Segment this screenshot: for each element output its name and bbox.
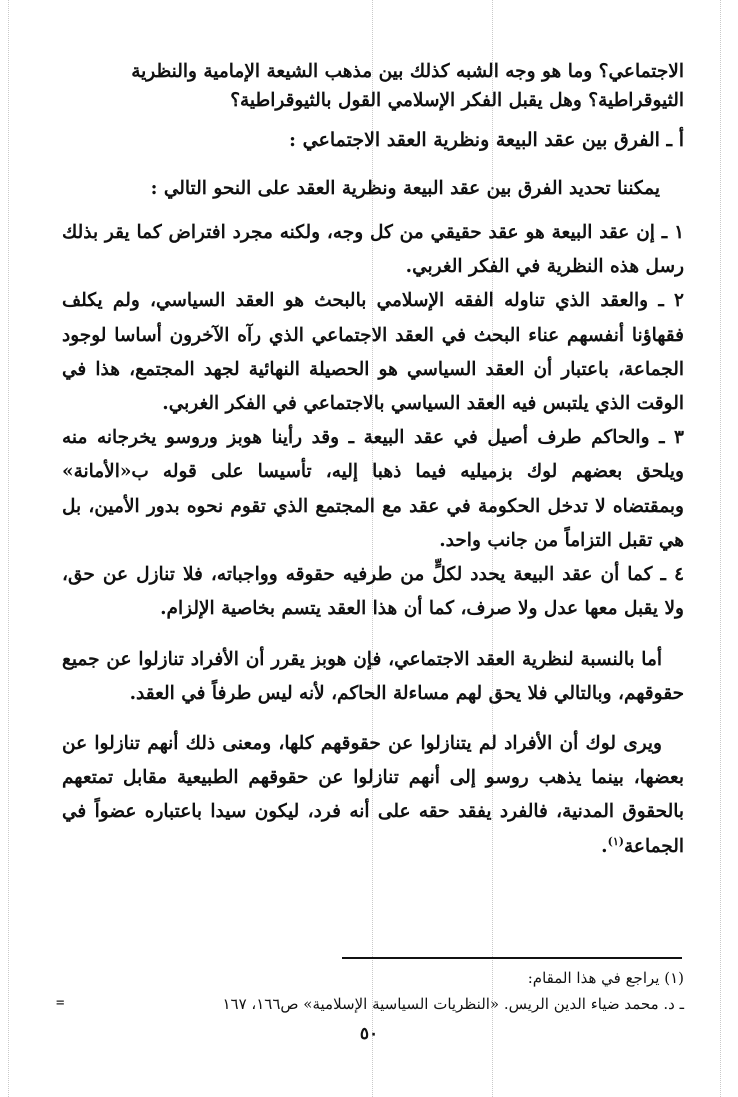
footnote-line: (١) يراجع في هذا المقام: — [527, 969, 684, 987]
intro-paragraph — [62, 58, 684, 115]
footnote-line: ـ د. محمد ضياء الدين الريس. «النظريات السياسية الإسلامية» ص١٦٦، ١٦٧ — [222, 995, 684, 1014]
list-item — [62, 284, 684, 421]
footnotes — [62, 965, 684, 1018]
section-intro: يمكننا تحديد الفرق بين عقد البيعة ونظرية العقد على النحو التالي : — [150, 177, 660, 199]
section-heading: أ ـ الفرق بين عقد البيعة ونظرية العقد الاجتماعي : — [289, 129, 684, 152]
item-number: ٣ ـ — [659, 427, 684, 449]
item-number: ٤ ـ — [660, 564, 684, 586]
item-text: والحاكم طرف أصيل في عقد البيعة ـ وقد رأينا هوبز وروسو يخرجانه منه ويلحق بعضهم لوك بزميليه فيما ذهبا إليه، تأسيسا على قوله ب«الأمانة» وبمقتضاه لا تدخل الحكومة في عقد مع المجتمع الذي تقوم نحوه بدور الأمين، بل هي تقبل التزاماً من جانب واحد. — [62, 427, 684, 551]
list-item — [62, 421, 684, 558]
numbered-list — [62, 216, 684, 627]
body-paragraph-text: ويرى لوك أن الأفراد لم يتنازلوا عن حقوقهم كلها، ومعنى ذلك أنهم تنازلوا عن بعضها، بينما يذهب روسو إلى أنهم تنازلوا عن حقوقهم الطبيعية مقابل تمتعهم بالحقوق المدنية، فالفرد يفقد حقه على أنه فرد، ليكون سيدا باعتباره عضواً في الجماعة — [62, 733, 684, 857]
footnote-reference: (١) — [607, 834, 624, 848]
page-number: ٥٠ — [359, 1024, 379, 1044]
item-number: ١ ـ — [661, 221, 684, 243]
item-number: ٢ ـ — [658, 290, 684, 312]
intro-line: الاجتماعي؟ وما هو وجه الشبه كذلك بين مذهب الشيعة الإمامية والنظرية — [131, 61, 684, 82]
body-paragraph: ويرى لوك أن الأفراد لم يتنازلوا عن حقوقهم كلها، ومعنى ذلك أنهم تنازلوا عن بعضها، بينما يذهب روسو إلى أنهم تنازلوا عن حقوقهم الطبيعية مقابل تمتعهم بالحقوق المدنية، فالفرد يفقد حقه على أنه فرد، ليكون سيدا باعتباره عضواً في الجماعة$^{(١)}$. — [62, 733, 684, 857]
scan-guide-line — [8, 0, 9, 1097]
item-text: والعقد الذي تناوله الفقه الإسلامي بالبحث هو العقد السياسي، ولم يكلف فقهاؤنا أنفسهم عناء البحث في العقد الاجتماعي الذي رآه الآخرون أساسا لوجود الجماعة، باعتبار أن العقد السياسي هو الحصيلة النهائية لجهد المجتمع، هذا في الوقت الذي يلتبس فيه العقد السياسي بالاجتماعي في الفكر الغربي. — [62, 290, 684, 415]
body-paragraph: أما بالنسبة لنظرية العقد الاجتماعي، فإن هوبز يقرر أن الأفراد تنازلوا عن جميع حقوقهم، وبالتالي فلا يحق لهم مساءلة الحاكم، لأنه ليس طرفاً في العقد. — [62, 648, 684, 704]
footnote-separator — [342, 957, 682, 959]
intro-line: الثيوقراطية؟ وهل يقبل الفكر الإسلامي القول بالثيوقراطية؟ — [230, 89, 684, 111]
list-item — [62, 216, 684, 284]
main-text-column — [62, 58, 684, 864]
scan-guide-line — [720, 0, 721, 1097]
item-text: إن عقد البيعة هو عقد حقيقي من كل وجه، ولكنه مجرد افتراض كما يقر بذلك رسل هذه النظرية في الفكر الغربي. — [62, 221, 684, 278]
continuation-marker: = — [56, 995, 65, 1011]
item-text: كما أن عقد البيعة يحدد لكلٍّ من طرفيه حقوقه وواجباته، فلا تنازل عن حق، ولا يقبل معها عدل ولا صرف، كما أن هذا العقد يتسم بخاصية الإلزام. — [62, 564, 684, 620]
list-item — [62, 558, 684, 626]
